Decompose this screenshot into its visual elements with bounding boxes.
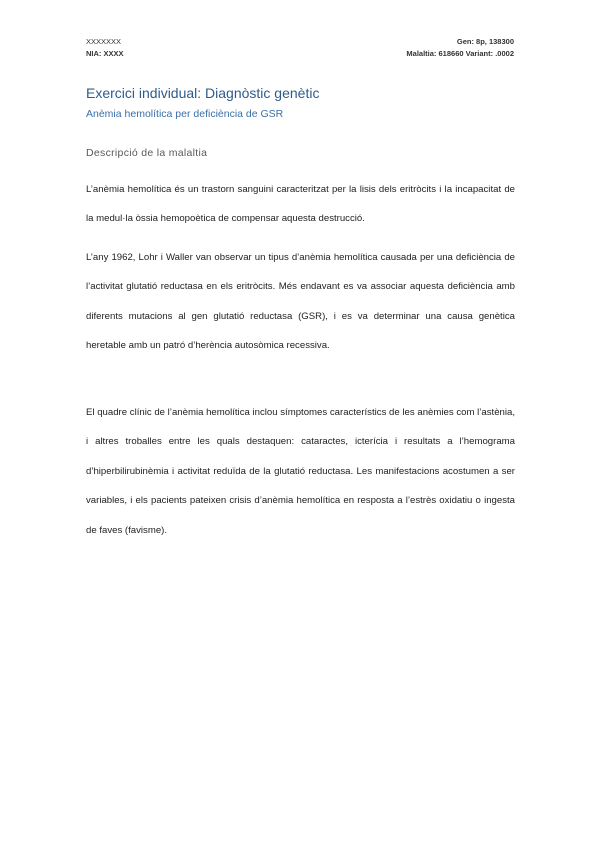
document-subtitle: Anèmia hemolítica per deficiència de GSR — [86, 108, 284, 120]
gene-info: Gen: 8p, 138300 — [456, 37, 514, 46]
header-right — [406, 36, 514, 60]
body-paragraph-2: L’any 1962, Lohr i Waller van observar un tipus d’anèmia hemolítica causada per una deficiència de l’activitat glutatió reductasa en els eritròcits. Més endavant es va associar aquesta deficiència amb diferents mutacions al gen glutatió reductasa (GSR), i es va determinar una causa genètica heretable amb un patró d’herència autosòmica recessiva. — [86, 252, 515, 352]
student-name: XXXXXXX — [86, 37, 122, 46]
body-paragraph-3: El quadre clínic de l’anèmia hemolítica inclou símptomes característics de les anèmies com l’astènia, i altres troballes entre les quals destaquen: cataractes, icterícia i resultats a l’hemograma d’hiperbilirubinèmia i activitat reduïda de la glutatió reductasa. Les manifestacions acostumen a ser variables, i els pacients pateixen crisis d’anèmia hemolítica en resposta a l’estrès oxidatiu o ingesta de faves (favisme). — [86, 407, 515, 536]
body-paragraph-1: L’anèmia hemolítica és un trastorn sanguini caracteritzat per la lisis dels eritròcits i la incapacitat de la medul·la òssia hemopoètica de compensar aquesta destrucció. — [86, 184, 515, 225]
student-nia: NIA: XXXX — [86, 49, 124, 58]
section-heading: Descripció de la malaltia — [86, 147, 208, 159]
header-left — [86, 36, 124, 60]
document-title: Exercici individual: Diagnòstic genètic — [86, 85, 320, 101]
disease-variant-info: Malaltia: 618660 Variant: .0002 — [406, 49, 514, 58]
